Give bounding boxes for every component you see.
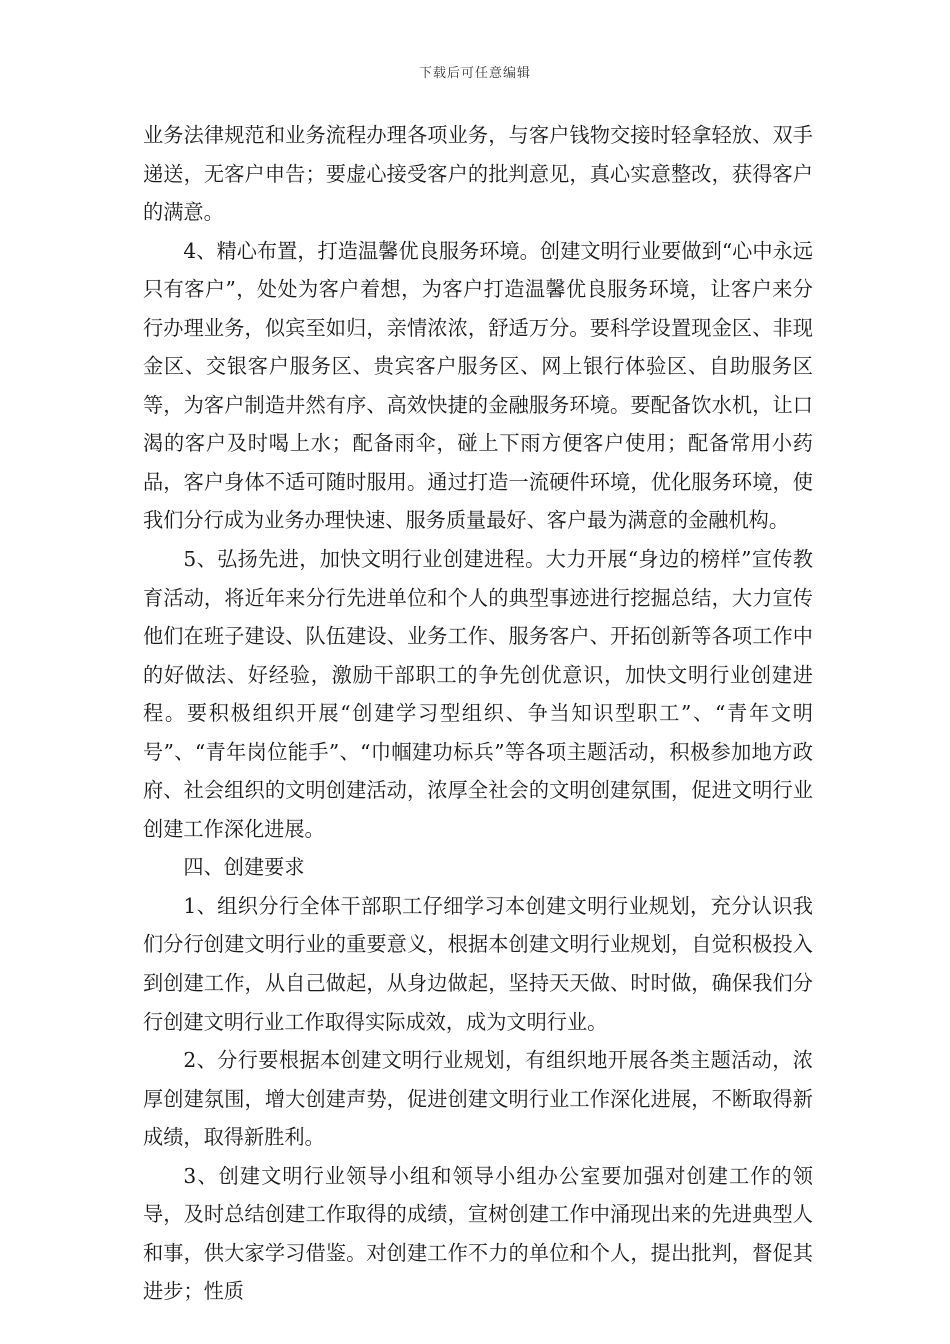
paragraph-requirement-2: 2、分行要根据本创建文明行业规划，有组织地开展各类主题活动，浓厚创建氛围，增大创建声势，促进创建文明行业工作深化进展，不断取得新成绩，取得新胜利。: [143, 1048, 813, 1150]
section-heading-requirements: 四、创建要求: [183, 855, 305, 880]
document-body: [143, 116, 813, 1311]
paragraph-item-5: 5、弘扬先进，加快文明行业创建进程。大力开展“身边的榜样”宣传教育活动，将近年来分行先进单位和个人的典型事迹进行挖掘总结，大力宣传他们在班子建设、队伍建设、业务工作、服务客户、开拓创新等各项工作中的好做法、好经验，激励干部职工的争先创优意识，加快文明行业创建进程。要积极组织开展“创建学习型组织、争当知识型职工”、“青年文明号”、“青年岗位能手”、“巾帼建功标兵”等各项主题活动，积极参加地方政府、社会组织的文明创建活动，浓厚全社会的文明创建氛围，促进文明行业创建工作深化进展。: [143, 547, 813, 841]
paragraph-requirement-1: 1、组织分行全体干部职工仔细学习本创建文明行业规划，充分认识我们分行创建文明行业的重要意义，根据本创建文明行业规划，自觉积极投入到创建工作，从自己做起，从身边做起，坚持天天做、时时做，确保我们分行创建文明行业工作取得实际成效，成为文明行业。: [143, 893, 813, 1034]
paragraph-continuation: 业务法律规范和业务流程办理各项业务，与客户钱物交接时轻拿轻放、双手递送，无客户申告；要虚心接受客户的批判意见，真心实意整改，获得客户的满意。: [143, 123, 813, 225]
page-header: 下载后可任意编辑: [418, 66, 531, 81]
paragraph-requirement-3: 3、创建文明行业领导小组和领导小组办公室要加强对创建工作的领导，及时总结创建工作取得的成绩，宣树创建工作中涌现出来的先进典型人和事，供大家学习借鉴。对创建工作不力的单位和个人，提出批判，督促其进步；性质: [143, 1163, 813, 1304]
paragraph-item-4: 4、精心布置，打造温馨优良服务环境。创建文明行业要做到“心中永远只有客户”，处处为客户着想，为客户打造温馨优良服务环境，让客户来分行办理业务，似宾至如归，亲情浓浓，舒适万分。要科学设置现金区、非现金区、交银客户服务区、贵宾客户服务区、网上银行体验区、自助服务区等，为客户制造井然有序、高效快捷的金融服务环境。要配备饮水机，让口渴的客户及时喝上水；配备雨伞，碰上下雨方便客户使用；配备常用小药品，客户身体不适可随时服用。通过打造一流硬件环境，优化服务环境，使我们分行成为业务办理快速、服务质量最好、客户最为满意的金融机构。: [143, 238, 813, 533]
